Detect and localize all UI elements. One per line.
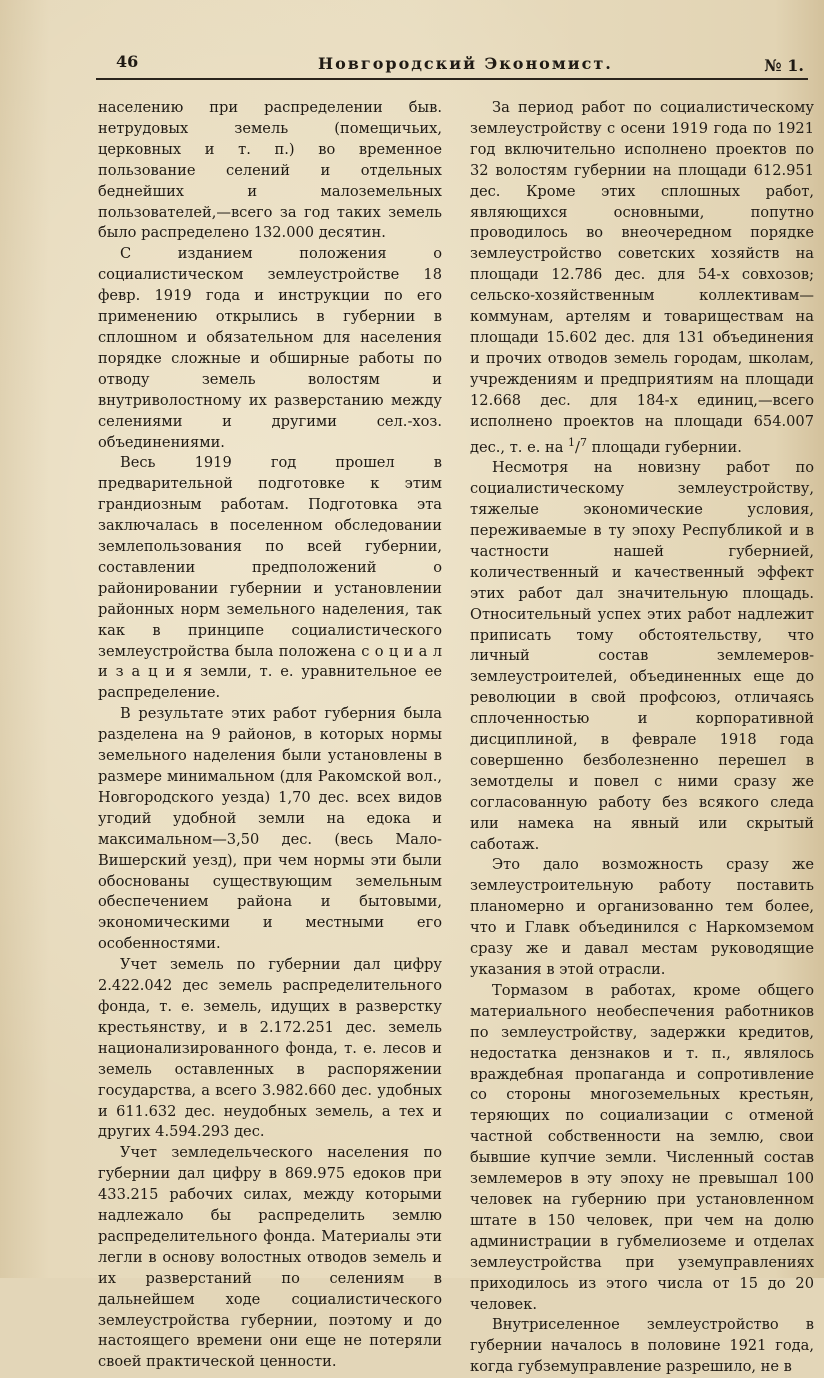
left-paragraph-2: С изданием положения о социалистическом землеустройстве 18 февр. 1919 года и инструкции по его применению открылись в губернии в сплошном и обязательном для населения порядке сложные и обширные работы по отводу земель волостям и внутриволостному их разверстанию между селениями и другими сел.-хоз. объединениями. <box>98 245 442 451</box>
left-column <box>98 98 442 1373</box>
right-paragraph-1: За период работ по социалистическому землеустройству с осени 1919 года по 1921 год включительно исполнено проектов по 32 волостям губернии на площади 612.951 дес. Кроме этих сплошных работ, являющихся основными, попутно проводилось во внеочередном порядке землеустройство советских хозяйств на площади 12.786 дес. для 54-х совхозов; сельско-хозяйственным коллективам—коммунам, артелям и товариществам на площади 15.602 дес. для 131 объединения и прочих отводов земель городам, школам, учреждениям и предприятиям на площади 12.668 дес. для 184-х единиц,—всего исполнено проектов на площади 654.007 дес., т. е. на $^1$/$^7$ площади губернии. <box>470 99 814 456</box>
fraction-denominator: 7 <box>579 435 587 449</box>
left-paragraph-1: населению при распределении быв. нетрудовых земель (помещичьих, церковных и т. п.) во временное пользование селений и отдельных беднейших и малоземельных пользователей,—всего за год таких земель было распределено 132.000 десятин. <box>98 99 442 242</box>
fraction-numerator: 1 <box>568 435 576 449</box>
right-column <box>470 98 814 1378</box>
left-paragraph-4: В результате этих работ губерния была разделена на 9 районов, в которых нормы земельного наделения были установлены в размере минимальном (для Ракомской вол., Новгородского уезда) 1,70 дес. всех видов угодий удобной земли на едока и максимальном—3,50 дес. (весь Мало-Вишерский уезд), при чем нормы эти были обоснованы существующим земельным обеспечением района и бытовыми, экономическими и местными его особенностями. <box>98 705 442 953</box>
right-paragraph-3: Это дало возможность сразу же землеустроительную работу поставить планомерно и организованно тем более, что и Главк объединился с Наркомземом сразу же и давал местам руководящие указания в этой отрасли. <box>470 856 814 979</box>
right-paragraph-1-tail: площади губернии. <box>586 438 742 456</box>
page-number: 46 <box>116 52 139 71</box>
issue-number: № 1. <box>764 56 804 75</box>
right-paragraph-2: Несмотря на новизну работ по социалистическому землеустройству, тяжелые экономические условия, переживаемые в ту эпоху Республикой и в частности нашей губернией, количественный и качественный эффект этих работ дал значительную площадь. Относительный успех этих работ надлежит приписать тому обстоятельству, что личный состав землемеров-землеустроителей, объединенных еще до революции в свой профсоюз, отличаясь сплоченностью и корпоративной дисциплиной, в феврале 1918 года совершенно безболезненно перешел в земотделы и повел с ними сразу же согласованную работу без всякого следа или намека на явный или скрытый саботаж. <box>470 459 814 853</box>
journal-title: Новгородский Экономист. <box>318 54 613 73</box>
left-paragraph-5: Учет земель по губернии дал цифру 2.422.042 дес земель распределительного фонда, т. е. земель, идущих в разверстку крестьянству, и в 2.172.251 дес. земель национализированного фонда, т. е. лесов и земель оставленных в распоряжении государства, а всего 3.982.660 дес. удобных и 611.632 дес. неудобных земель, а тех и других 4.594.293 дес. <box>98 956 442 1141</box>
right-paragraph-4: Тормазом в работах, кроме общего материального необеспечения работников по землеустройству, задержки кредитов, недостатка дензнаков и т. п., являлось враждебная пропаганда и сопротивление со стороны многоземельных крестьян, теряющих по социализации с отменой частной собственности на землю, свои бывшие купчие земли. Численный состав землемеров в эту эпоху не превышал 100 человек на губернию при установленном штате в 150 человек, при чем на долю администрации в губмелиоземе и отделах землеустройства при уземуправлениях приходилось из этого числа от 15 до 20 человек. <box>470 981 814 1313</box>
right-paragraph-1-text: За период работ по социалистическому землеустройству с осени 1919 года по 1921 год включительно исполнено проектов по 32 волостям губернии на площади 612.951 дес. Кроме этих сплошных работ, являющихся основными, попутно проводилось во внеочередном порядке землеустройство советских хозяйств на площади 12.786 дес. для 54-х совхозов; сельско-хозяйственным коллективам—коммунам, артелям и товариществам на площади 15.602 дес. для 131 объединения и прочих отводов земель городам, школам, учреждениям и предприятиям на площади 12.668 дес. для 184-х единиц,—всего исполнено проектов на площади 654.007 дес., т. е. на <box>470 99 814 456</box>
page-header <box>96 50 808 80</box>
left-paragraph-3: Весь 1919 год прошел в предварительной подготовке к этим грандиозным работам. Подготовка эта заключалась в поселенном обследовании землепользования по всей губернии, составлении предположений о районировании губернии и установлении районных норм земельного наделения, так как в принципе социалистического землеустройства была положена с о ц и а л и з а ц и я земли, т. е. уравнительное ее распределение. <box>98 454 442 702</box>
right-paragraph-5: Внутриселенное землеустройство в губернии началось в половине 1921 года, когда губземуправление разрешило, не в <box>470 1316 814 1376</box>
left-paragraph-6: Учет земледельческого населения по губернии дал цифру в 869.975 едоков при 433.215 рабочих силах, между которыми надлежало бы распределить землю распределительного фонда. Материалы эти легли в основу волостных отводов земель и их разверстаний по селениям в дальнейшем ходе социалистического землеустройства губернии, поэтому и до настоящего времени они еще не потеряли своей практической ценности. <box>98 1144 442 1371</box>
